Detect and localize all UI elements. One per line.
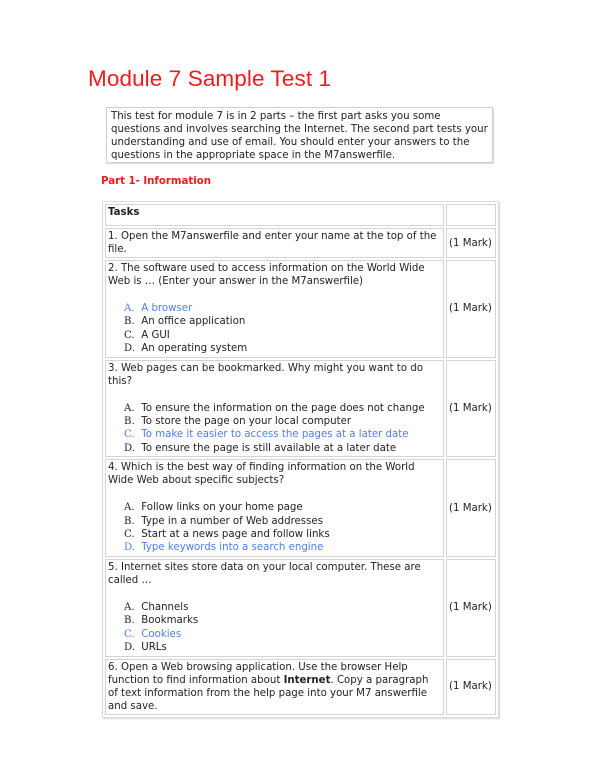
tasks-table — [102, 201, 499, 718]
question-cell — [105, 260, 444, 358]
question-mark: (1 Mark) — [446, 659, 496, 715]
marks-header — [446, 204, 496, 226]
options-list — [108, 302, 441, 356]
question-text: 6. Open a Web browsing application. Use the browser Help function to find information about Internet. Copy a paragraph of text information from the help page into your M7 answerfile and save. — [105, 659, 444, 715]
table-row — [105, 459, 496, 557]
table-row — [105, 559, 496, 657]
question-cell — [105, 559, 444, 657]
table-header-row — [105, 204, 496, 226]
page-title: Module 7 Sample Test 1 — [88, 66, 332, 91]
question-text: 3. Web pages can be bookmarked. Why might you want to do this? — [108, 362, 423, 387]
question-mark: (1 Mark) — [446, 260, 496, 358]
intro-box: This test for module 7 is in 2 parts – the first part asks you some questions and involves searching the Internet. The second part tests your understanding and use of email. You should enter your answers to the questions in the appropriate space in the M7answerfile. — [106, 107, 493, 163]
table-row — [105, 228, 496, 258]
option-item: D. URLs — [124, 642, 167, 654]
table-row — [105, 260, 496, 358]
options-list — [108, 501, 441, 555]
option-item: B. Type in a number of Web addresses — [124, 515, 323, 527]
option-item: D. To ensure the page is still available at a later date — [124, 442, 397, 454]
option-item: C. A GUI — [124, 329, 170, 341]
question-mark: (1 Mark) — [446, 360, 496, 458]
question-mark: (1 Mark) — [446, 559, 496, 657]
option-item: D. Type keywords into a search engine — [124, 542, 324, 554]
question-text: 4. Which is the best way of finding information on the World Wide Web about specific subjects? — [108, 462, 415, 487]
table-row — [105, 360, 496, 458]
question-mark: (1 Mark) — [446, 228, 496, 258]
tasks-header: Tasks — [105, 204, 444, 226]
option-item: C. Start at a news page and follow links — [124, 529, 330, 541]
option-item: A. A browser — [124, 303, 193, 314]
question-text: 5. Internet sites store data on your local computer. These are called … — [108, 561, 421, 586]
options-list — [108, 601, 441, 655]
question-cell — [105, 459, 444, 557]
option-item: A. To ensure the information on the page does not change — [124, 402, 425, 414]
table-row — [105, 659, 496, 715]
option-item: B. To store the page on your local computer — [124, 416, 352, 428]
option-item: A. Channels — [124, 601, 189, 613]
option-item: C. To make it easier to access the pages at a later date — [124, 429, 409, 441]
option-item: A. Follow links on your home page — [124, 502, 303, 514]
question-cell — [105, 360, 444, 458]
options-list — [108, 402, 441, 456]
section-heading: Part 1- Information — [101, 176, 211, 187]
option-item: B. An office application — [124, 316, 246, 328]
question-text: 1. Open the M7answerfile and enter your name at the top of the file. — [105, 228, 444, 258]
question-text: 2. The software used to access information on the World Wide Web is … (Enter your answer in the M7answerfile) — [108, 263, 425, 287]
option-item: B. Bookmarks — [124, 615, 199, 627]
option-item: C. Cookies — [124, 628, 182, 640]
bold-keyword: Internet — [283, 674, 331, 686]
question-mark: (1 Mark) — [446, 459, 496, 557]
option-item: D. An operating system — [124, 343, 248, 355]
